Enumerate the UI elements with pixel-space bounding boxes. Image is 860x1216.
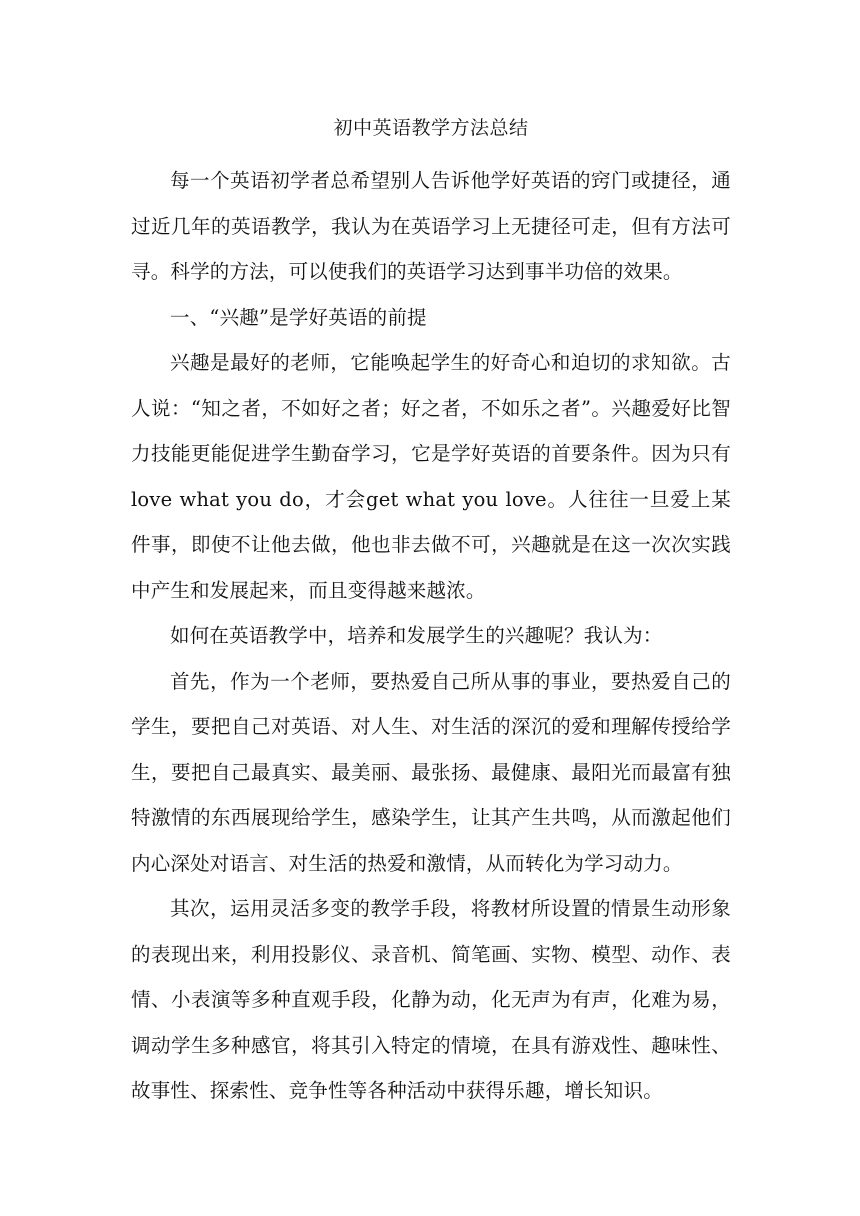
paragraph-interest: 兴趣是最好的老师，它能唤起学生的好奇心和迫切的求知欲。古人说：“知之者，不如好之者；好之者，不如乐之者”。兴趣爱好比智力技能更能促进学生勤奋学习，它是学好英语的首要条件。因为只有love what you do，才会get what you love。人往往一旦爱上某件事，即使不让他去做，他也非去做不可，兴趣就是在这一次次实践中产生和发展起来，而且变得越来越浓。: [131, 351, 731, 602]
paragraph-second-point: 其次，运用灵活多变的教学手段，将教材所设置的情景生动形象的表现出来，利用投影仪、录音机、简笔画、实物、模型、动作、表情、小表演等多种直观手段，化静为动，化无声为有声，化难为易，调动学生多种感官，将其引入特定的情境，在具有游戏性、趣味性、故事性、探索性、竞争性等各种活动中获得乐趣，增长知识。: [131, 897, 731, 1102]
section-heading-interest: 一、“兴趣”是学好英语的前提: [170, 305, 427, 329]
document-body: [131, 114, 731, 1114]
paragraph-intro: 每一个英语初学者总希望别人告诉他学好英语的窍门或捷径，通过近几年的英语教学，我认为在英语学习上无捷径可走，但有方法可寻。科学的方法，可以使我们的英语学习达到事半功倍的效果。: [131, 169, 731, 283]
document-title: 初中英语教学方法总结: [333, 117, 529, 139]
paragraph-question: 如何在英语教学中，培养和发展学生的兴趣呢？我认为：: [170, 624, 663, 647]
paragraph-first-point: 首先，作为一个老师，要热爱自己所从事的事业，要热爱自己的学生，要把自己对英语、对人生、对生活的深沉的爱和理解传授给学生，要把自己最真实、最美丽、最张扬、最健康、最阳光而最富有独特激情的东西展现给学生，感染学生，让其产生共鸣，从而激起他们内心深处对语言、对生活的热爱和激情，从而转化为学习动力。: [131, 669, 731, 875]
